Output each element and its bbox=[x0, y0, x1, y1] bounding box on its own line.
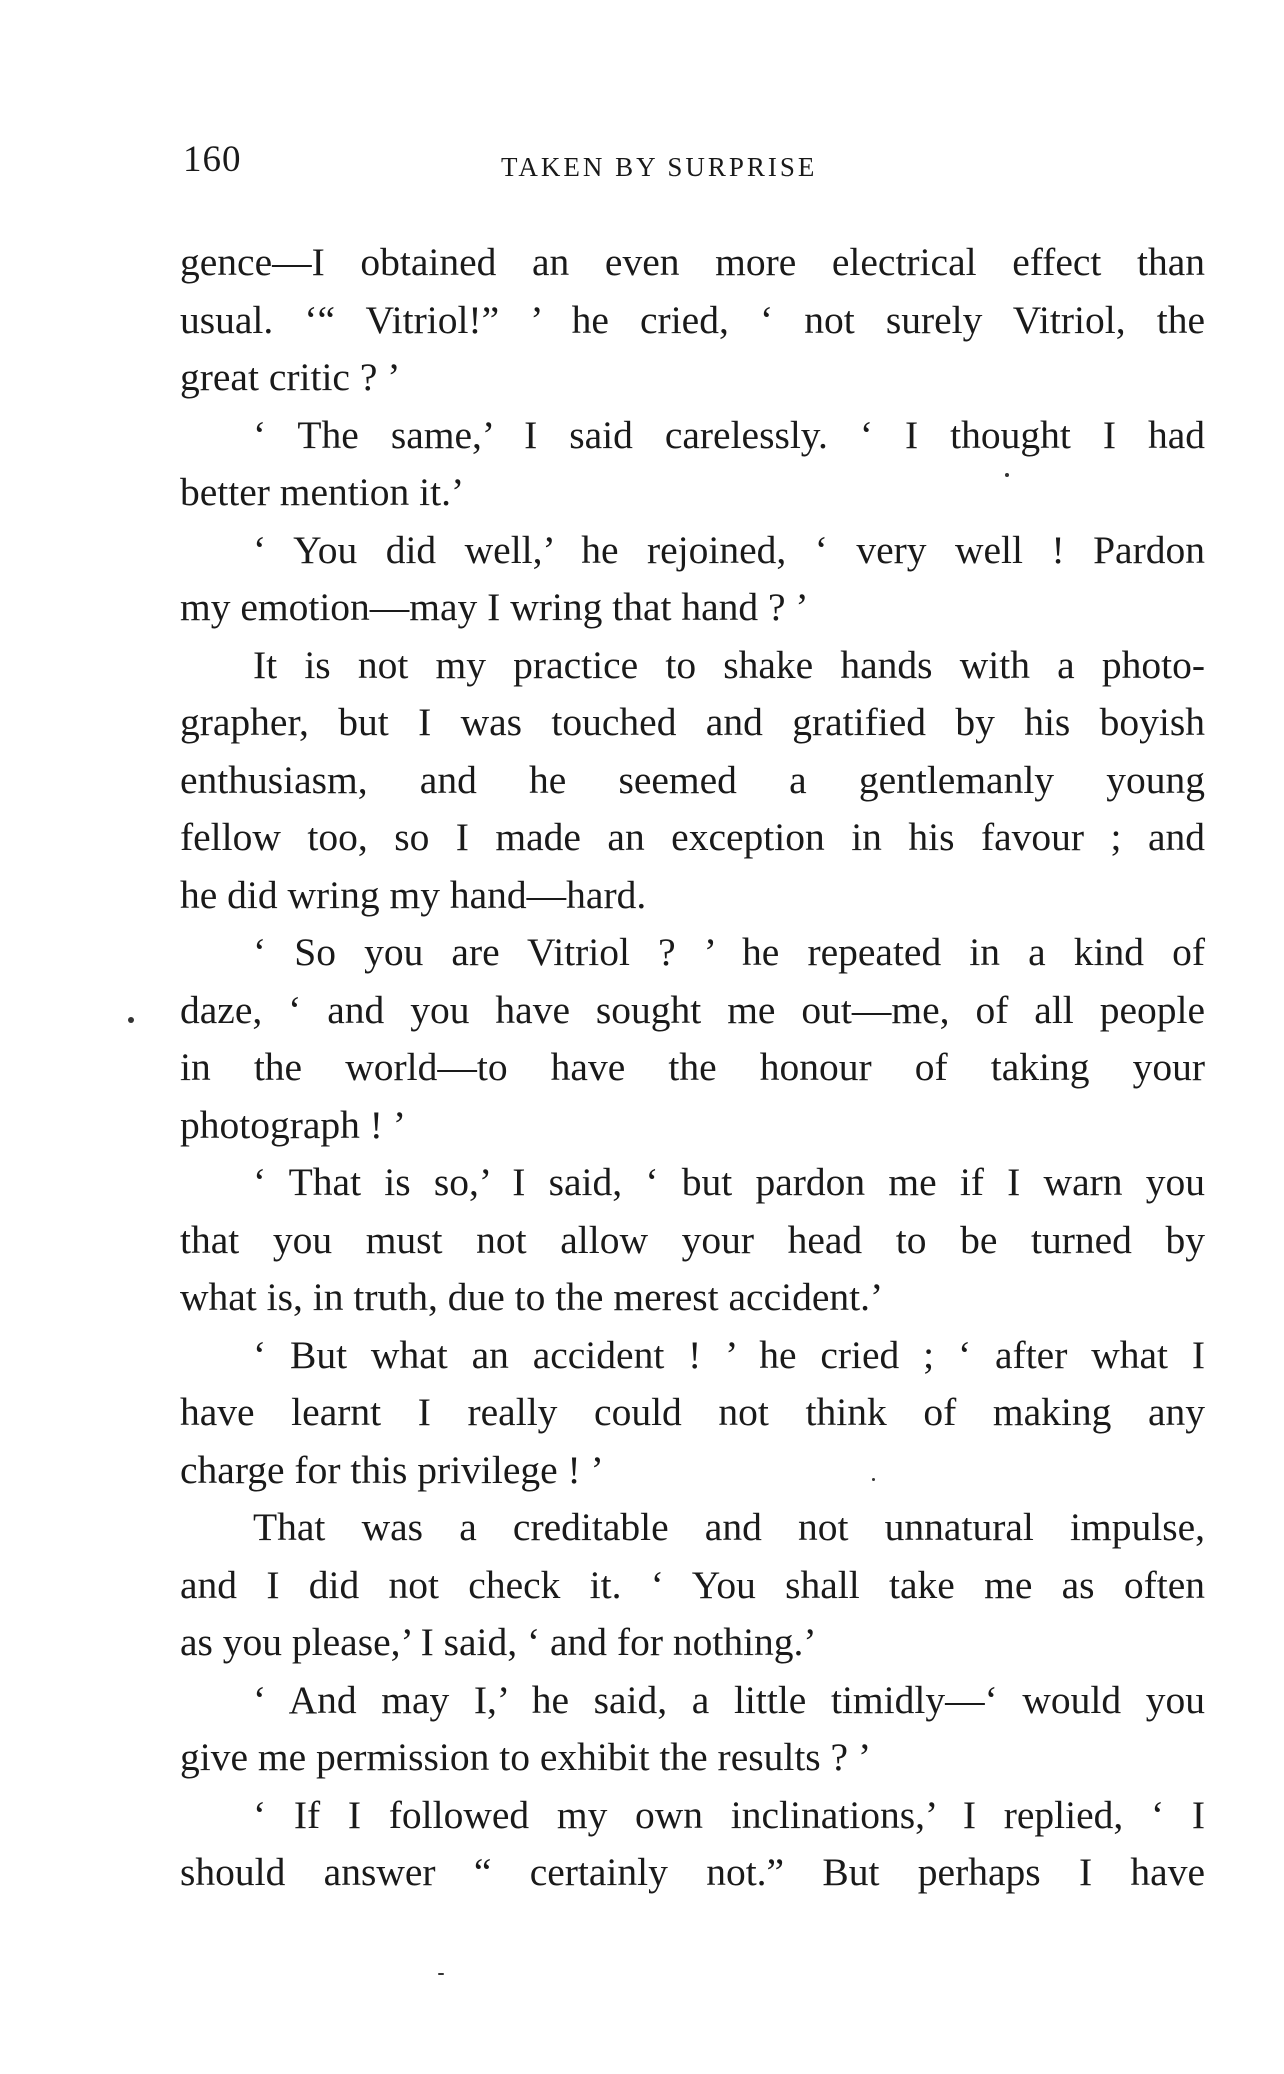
text-line: ‘ So you are Vitriol ? ’ he repeated in a kind of bbox=[253, 930, 1205, 974]
text-line: that you must not allow your head to be turned by bbox=[180, 1217, 1205, 1262]
text-line: fellow too, so I made an exception in his favour ; and bbox=[180, 815, 1205, 859]
text-line: enthusiasm, and he seemed a gentlemanly young bbox=[180, 757, 1205, 802]
text-line: ‘ That is so,’ I said, ‘ but pardon me if I warn you bbox=[253, 1160, 1205, 1204]
text-line: It is not my practice to shake hands with a photo- bbox=[253, 642, 1205, 687]
text-line: ‘ And may I,’ he said, a little timidly—‘ would you bbox=[253, 1677, 1205, 1722]
text-line: photograph ! ’ bbox=[180, 1102, 406, 1147]
text-line: daze, ‘ and you have sought me out—me, of all people bbox=[180, 987, 1205, 1032]
text-line: should answer “ certainly not.” But perhaps I have bbox=[180, 1850, 1205, 1894]
text-line: my emotion—may I wring that hand ? ’ bbox=[180, 585, 809, 629]
running-title: TAKEN BY SURPRISE bbox=[501, 152, 818, 182]
text-line: great critic ? ’ bbox=[180, 355, 401, 399]
running-head bbox=[183, 138, 1203, 188]
ink-speck bbox=[438, 1973, 444, 1975]
text-line: charge for this privilege ! ’ bbox=[180, 1447, 604, 1492]
text-line: usual. ‘“ Vitriol!” ’ he cried, ‘ not surely Vitriol, the bbox=[180, 297, 1205, 342]
text-line: give me permission to exhibit the results ? ’ bbox=[180, 1735, 872, 1779]
ink-speck bbox=[128, 1017, 134, 1023]
text-line: as you please,’ I said, ‘ and for nothing.’ bbox=[180, 1620, 817, 1664]
text-line: and I did not check it. ‘ You shall take me as often bbox=[180, 1562, 1205, 1607]
text-line: better mention it.’ bbox=[180, 470, 465, 514]
text-line: ‘ If I followed my own inclinations,’ I replied, ‘ I bbox=[253, 1792, 1205, 1837]
text-line: ‘ You did well,’ he rejoined, ‘ very well ! Pardon bbox=[253, 527, 1205, 572]
ink-speck bbox=[1005, 473, 1009, 477]
text-line: in the world—to have the honour of taking your bbox=[180, 1045, 1205, 1089]
text-line: gence—I obtained an even more electrical effect than bbox=[180, 240, 1205, 284]
text-line: what is, in truth, due to the merest accident.’ bbox=[180, 1275, 884, 1319]
ink-speck bbox=[872, 1478, 875, 1481]
text-line: ‘ The same,’ I said carelessly. ‘ I thought I had bbox=[253, 412, 1205, 457]
text-line: ‘ But what an accident ! ’ he cried ; ‘ after what I bbox=[253, 1332, 1205, 1377]
text-line: he did wring my hand—hard. bbox=[180, 872, 647, 917]
text-line: That was a creditable and not unnatural impulse, bbox=[253, 1505, 1205, 1549]
text-line: grapher, but I was touched and gratified by his boyish bbox=[180, 700, 1205, 744]
page-number: 160 bbox=[183, 139, 242, 180]
body-text bbox=[180, 234, 1205, 1902]
text-line: have learnt I really could not think of making any bbox=[180, 1390, 1205, 1434]
